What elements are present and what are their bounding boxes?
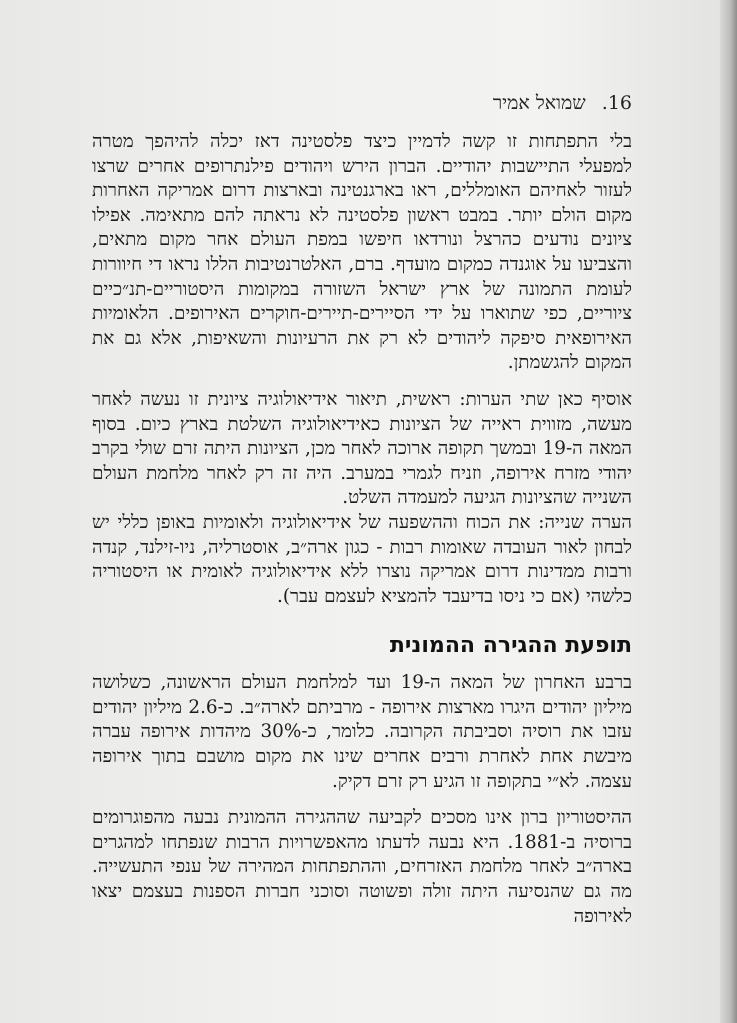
- running-header: [108, 92, 632, 115]
- paragraph: בלי התפתחות זו קשה לדמיין כיצד פלסטינה דאז יכלה להיהפך מטרה למפעלי התיישבות יהודיים. הברון הירש ויהודים פילנתרופים אחרים שרצו לעזור לאחיהם האומללים, ראו בארגנטינה ובארצות דרום אמריקה האחרות מקום הולם יותר. במבט ראשון פלסטינה לא נראתה להם מתאימה. אפילו ציונים נודעים כהרצל ונורדאו חיפשו במפת העולם אחר מקום מתאים, והצביעו על אוגנדה כמקום מועדף. ברם, האלטרנטיבות הללו נראו די חיוורות לעומת התמונה של ארץ ישראל השזורה במקומות היסטוריים-תנ״כיים ציוריים, כפי שתוארו על ידי הסיירים-תיירים-חוקרים האירופים. הלאומיות האירופאית סיפקה ליהודים לא רק את הרעיונות והשאיפות, אלא גם את המקום להגשמתן.: [92, 131, 632, 374]
- section-title: תופעת ההגירה ההמונית: [389, 633, 632, 659]
- author-name: שמואל אמיר: [492, 92, 586, 114]
- body-text: [92, 130, 632, 929]
- paragraph: ברבע האחרון של המאה ה-19 ועד למלחמת העולם הראשונה, כשלושה מיליון יהודים היגרו מארצות אירופה - מרביתם לארה״ב. כ-2.6 מיליון יהודים עזבו את רוסיה וסביבתה הקרובה. כלומר, כ-30% מיהדות אירופה עברה מיבשת אחת לאחרת ורבים אחרים שינו את מקום מושבם בתוך אירופה עצמה. לא״י בתקופה זו הגיע רק זרם דקיק.: [92, 672, 633, 792]
- page-number: 16.: [601, 92, 632, 114]
- paragraph: הערה שנייה: את הכוח וההשפעה של אידיאולוגיה ולאומיות באופן כללי יש לבחון לאור העובדה שאומות רבות - כגון ארה״ב, אוסטרליה, ניו-זילנד, קנדה ורבות ממדינות דרום אמריקה נוצרו ללא אידיאולוגיה לאומית או היסטוריה כלשהי (אם כי ניסו בדיעבד להמציא לעצמם עבר).: [92, 511, 632, 607]
- page-edge: [720, 0, 737, 1023]
- paragraph: ההיסטוריון ברון אינו מסכים לקביעה שההגירה ההמונית נבעה מהפוגרומים ברוסיה ב-1881. היא נבעה לדעתו מהאפשרויות הרבות שנפתחו למהגרים בארה״ב לאחר מלחמת האזרחים, וההתפתחות המהירה של ענפי התעשייה. מה גם שהנסיעה היתה זולה ופשוטה וסוכני חברות הספנות בעצמם יצאו לאירופה: [92, 807, 632, 927]
- paragraph: אוסיף כאן שתי הערות: ראשית, תיאור אידיאולוגיה ציונית זו נעשה לאחר מעשה, מזווית ראייה של הציונות כאידיאולוגיה השלטת בארץ כיום. בסוף המאה ה-19 ובמשך תקופה ארוכה לאחר מכן, הציונות היתה זרם שולי בקרב יהודי מזרח אירופה, וזניח לגמרי במערב. היה זה רק לאחר מלחמת העולם השנייה שהציונות הגיעה למעמדה השלט.: [92, 388, 633, 509]
